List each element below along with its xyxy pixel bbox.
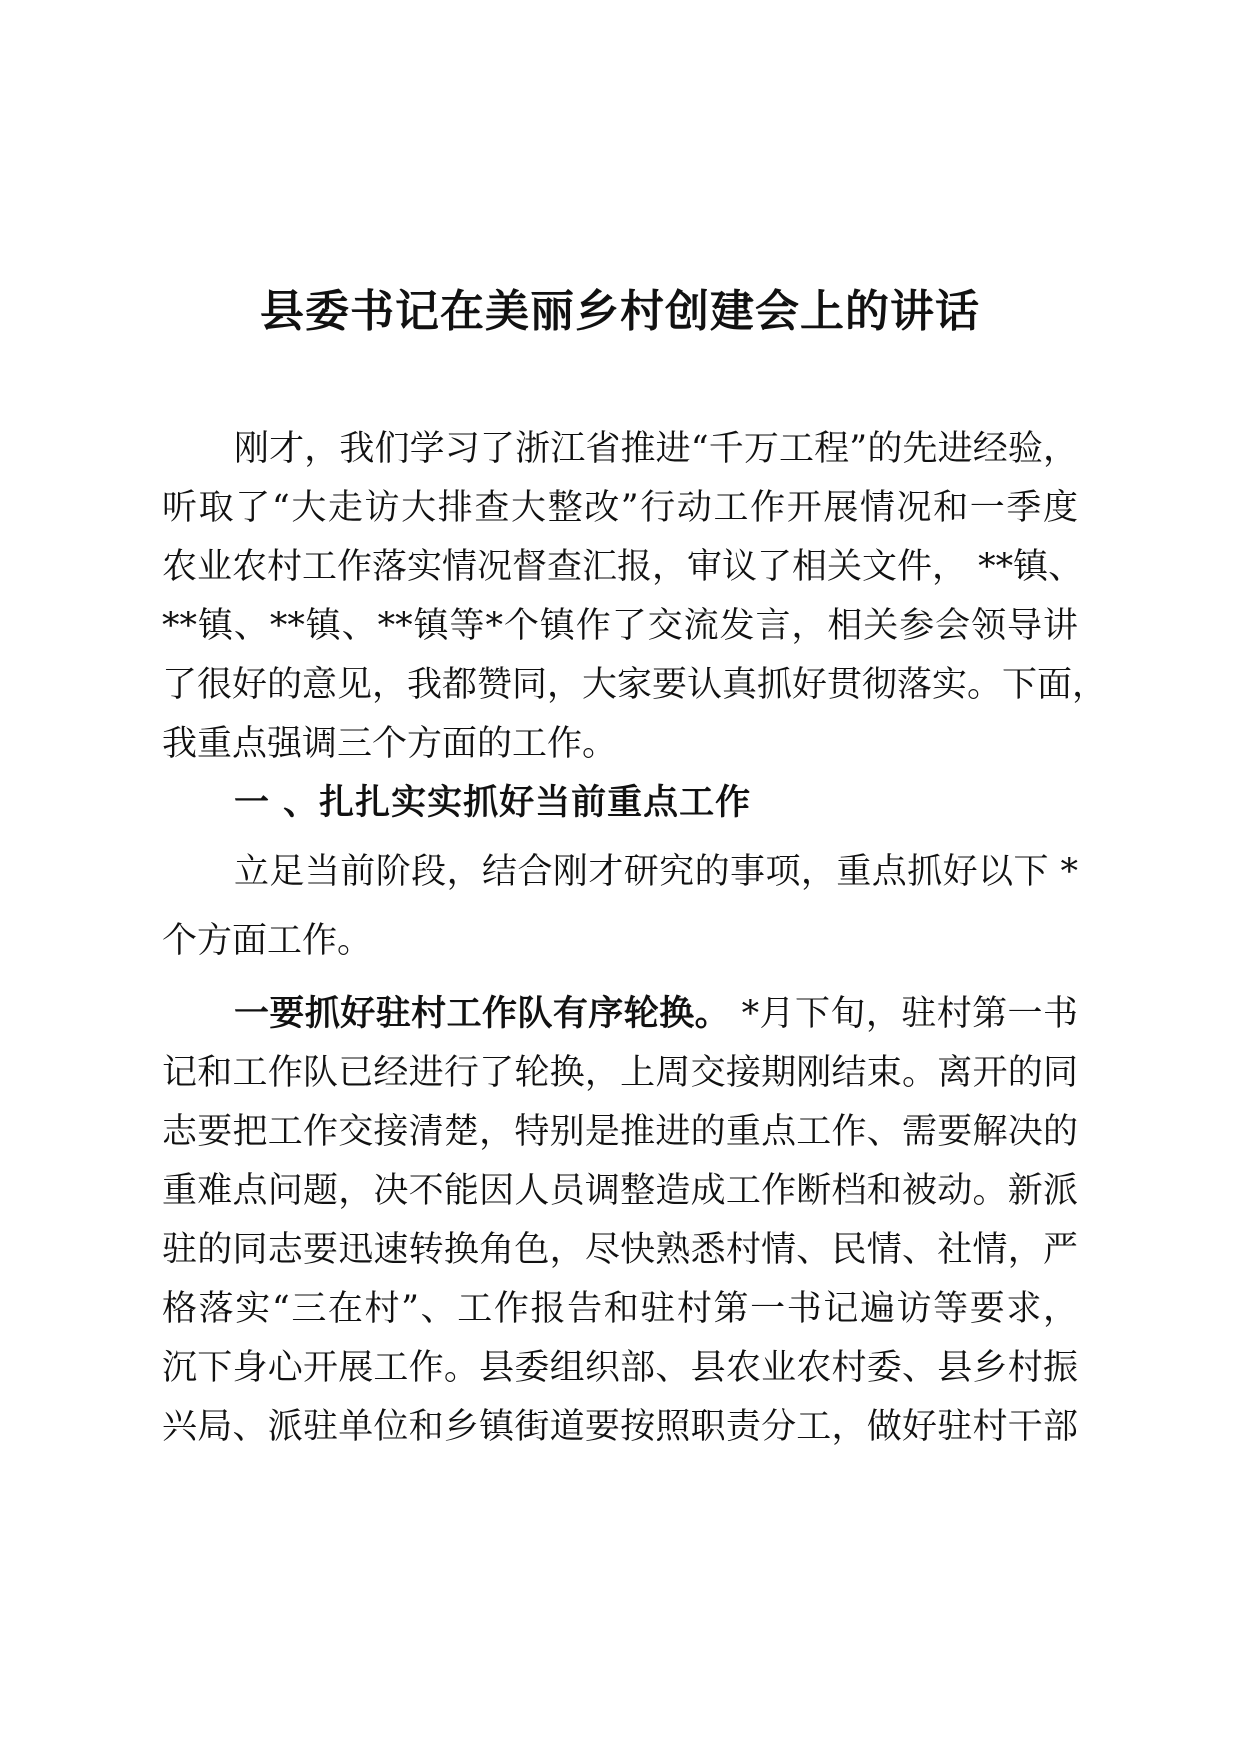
paragraph-line: 我重点强调三个方面的工作。: [162, 724, 618, 764]
paragraph-line: [162, 985, 1078, 1044]
paragraph-line: 兴局、派驻单位和乡镇街道要按照职责分工，做好驻村干部: [162, 1407, 1078, 1447]
paragraph-line: 重难点问题，决不能因人员调整造成工作断档和被动。新派: [162, 1171, 1078, 1211]
document-title: 县委书记在美丽乡村创建会上的讲话: [260, 286, 980, 337]
document-body: [162, 420, 1108, 1457]
paragraph-line: 记和工作队已经进行了轮换，上周交接期刚结束。离开的同: [162, 1053, 1078, 1093]
paragraph-lead: 一要抓好驻村工作队有序轮换。: [234, 994, 731, 1034]
paragraph-line: 个方面工作。: [162, 921, 373, 961]
paragraph-line: 志要把工作交接清楚，特别是推进的重点工作、需要解决的: [162, 1112, 1078, 1152]
paragraph-line: 格落实“三在村”、工作报告和驻村第一书记遍访等要求，: [162, 1289, 1078, 1329]
paragraph-line: 沉下身心开展工作。县委组织部、县农业农村委、县乡村振: [162, 1348, 1078, 1388]
paragraph-line: 农业农村工作落实情况督查汇报，审议了相关文件， **镇、: [162, 547, 1084, 587]
section-heading: 一 、扎扎实实抓好当前重点工作: [234, 783, 752, 823]
paragraph-line: 刚才，我们学习了浙江省推进“千万工程”的先进经验，: [234, 429, 1078, 469]
paragraph-line: 听取了“大走访大排查大整改”行动工作开展情况和一季度: [162, 488, 1078, 528]
paragraph-line: **镇、**镇、**镇等*个镇作了交流发言，相关参会领导讲: [162, 606, 1078, 646]
paragraph-text: *月下旬，驻村第一书: [730, 994, 1078, 1034]
paragraph-line: 驻的同志要迅速转换角色，尽快熟悉村情、民情、社情，严: [162, 1230, 1078, 1270]
paragraph-line: 立足当前阶段，结合刚才研究的事项，重点抓好以下 *: [234, 852, 1078, 892]
paragraph-line: 了很好的意见，我都赞同，大家要认真抓好贯彻落实。下面，: [162, 665, 1108, 705]
